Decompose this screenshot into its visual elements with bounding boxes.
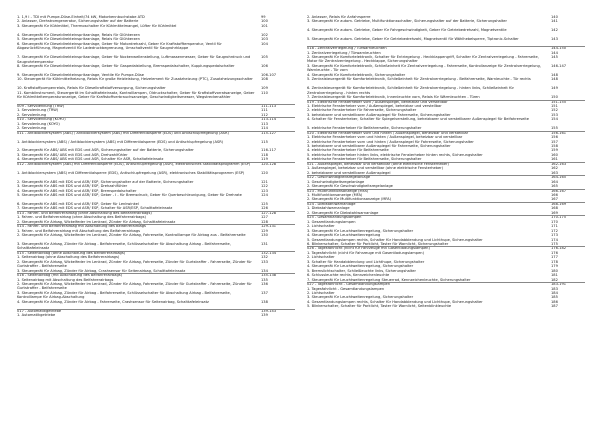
toc-entry[interactable] xyxy=(17,193,295,202)
toc-page-number: 182 xyxy=(551,277,558,282)
toc-page-number: 118 xyxy=(261,152,268,157)
toc-entry[interactable] xyxy=(307,117,585,126)
toc-entry-title: 2. Lichtschalter xyxy=(307,255,335,260)
toc-entry-title: 3. Steuergerät für Komfortelektronik, Schließeinheit für Zentralverriegelung - Fahrerseite, Kontrollanzeige für Zentralverriegelung, Warnleuchte - Tür vorn xyxy=(307,63,541,73)
toc-page-number: 170-175 xyxy=(551,215,567,220)
toc-page-number: 165 xyxy=(551,184,558,189)
toc-entry-title: 3. Steuergerät für Airbag, Zünder für Airbag - Beifahrerseite, Schlüsselschalter für Abschaltung Airbag - Beifahrerseite, Schalttafeleinsatz xyxy=(17,241,231,251)
toc-page-number: 180 xyxy=(551,268,558,273)
toc-entry-title: 7. Steuergerät für Dieseldirekteinspritzanlage, Geber für Nockenwellenstellung, Luftmassenmesser, Geber für Saugrohrdruck und Saugrohrtemperatur xyxy=(17,55,251,64)
toc-page-number: 102 xyxy=(261,32,268,37)
toc-page-number: 111 xyxy=(261,108,268,113)
toc-page-number: 141 xyxy=(551,19,558,24)
toc-entry[interactable] xyxy=(17,55,295,64)
toc-page-number: 127 xyxy=(261,215,268,220)
toc-entry-title: 010 - Servolenkung (KOYO) xyxy=(17,117,66,122)
toc-entry-title: 1. Tagesfahrlicht - Gesamtlandungslampen xyxy=(307,286,385,291)
toc-entry-title: 2. Steuergerät für Diebstahlwarnanlage xyxy=(307,210,379,215)
toc-page-number: 134 xyxy=(261,268,268,273)
toc-page-number: 178 xyxy=(551,259,558,264)
toc-page-number: 135-138 xyxy=(261,273,277,278)
table-of-contents-page xyxy=(17,15,587,415)
toc-entry-title: 1. Fahrer- und Beifahrerairbag mit Abschaltung des Beifahrerairbags xyxy=(17,228,140,233)
toc-page-number: 121 xyxy=(261,179,268,184)
toc-page-number: 130 xyxy=(261,233,268,238)
toc-entry[interactable] xyxy=(307,77,585,86)
toc-page-number: 183 xyxy=(551,286,558,291)
toc-entry-title: 2. elektrische Fensterheber für Fahrerseite, Sicherungshalter xyxy=(307,108,417,113)
toc-entry[interactable] xyxy=(17,313,295,317)
toc-page-number: 133 xyxy=(261,259,268,264)
toc-page-number: 139 xyxy=(261,313,268,318)
toc-entry-title: 2. Steuergerät für Airbag, Wickelfeder im Lenkrad, Zünder für Airbag, Fahrerseite, Zünder für Gurtstraffer - Fahrerseite, Zünder für Gurtstraffer - Beifahrerseite xyxy=(17,281,252,291)
toc-entry[interactable] xyxy=(17,171,295,180)
toc-entry-title: 10. Kraftstoffpumpenrelais, Relais für Dieselkraftstoffversorgung, Sicherungshalter xyxy=(17,86,166,91)
toc-entry-title: 4. Steuergerät für Airbag, Zünder für Airbag - Fahrerseite, Crashsensor für Seitenairbag, Schalttafeleinsatz xyxy=(17,299,209,304)
toc-page-number: 120-128 xyxy=(261,161,277,166)
toc-entry-title: 1. Servolenkung (TRW) xyxy=(17,108,59,113)
toc-page-number: 132 xyxy=(261,255,268,260)
toc-entry-title: 1. Seitenairbag mit Abschaltung des Beifahrerairbags xyxy=(17,277,114,282)
toc-page-number: 152 xyxy=(551,108,558,113)
toc-page-number: 106 xyxy=(261,63,268,68)
toc-page-number: 132-134 xyxy=(261,250,277,255)
toc-entry[interactable] xyxy=(17,260,295,269)
toc-page-number: 173 xyxy=(551,233,558,238)
toc-entry-title: 1. Multifunktionsanzeige (MFA) xyxy=(307,193,363,197)
toc-page-number: 115-127 xyxy=(261,130,277,135)
toc-column-left xyxy=(17,15,295,318)
toc-entry-title: 3. beheizbarer und verstellbarer Außenspiegel für Fahrerseite, Sicherungshalter xyxy=(307,112,451,117)
toc-page-number: 137 xyxy=(261,290,268,295)
toc-page-number: 120 xyxy=(261,170,268,175)
toc-entry-title: 2. Steuergerät für Komfortelektronik, Schalter für Entriegelung - Heckklappengriff, Schalter für Zentralverriegelung - Fahrerseite, Motor für Zentralverriegelung - Heckklappe, Sicherungshalter xyxy=(307,55,539,64)
toc-page-number: 187 xyxy=(551,304,558,309)
toc-page-number: 144 xyxy=(551,50,558,55)
toc-entry[interactable] xyxy=(17,91,295,104)
toc-entry-title: 018 - Zentralverriegelung / Türwarnleuchten xyxy=(307,46,387,51)
toc-entry-title: 5. elektrische Fensterheber hinten links, elektrische Fensterheber hinten rechts, Sicherungshalter xyxy=(307,152,483,157)
toc-page-number: 129-131 xyxy=(261,224,277,229)
toc-page-number: 148 xyxy=(551,72,558,77)
toc-page-number: 177 xyxy=(551,255,558,260)
toc-entry-title: 2. Steuergerät für Airbag, Wickelfeder im Lenkrad, Zünder für Airbag, Schalttafeleinsatz xyxy=(17,219,176,224)
toc-page-number: 149 xyxy=(551,86,558,91)
toc-entry-title: 1. Tagesfahrlicht (nicht für Fahrzeuge mit Gasentladungslampen) xyxy=(307,250,424,255)
toc-entry-title: 2. Lichtschalter xyxy=(307,290,335,295)
toc-entry[interactable] xyxy=(17,64,295,73)
toc-page-number: 124 xyxy=(261,192,268,197)
toc-column-right xyxy=(307,15,585,309)
toc-entry-title: 4. Steuergerät für ABS mit EDS und ASR/ ESP, Bremspedalschalter xyxy=(17,188,137,193)
toc-entry[interactable] xyxy=(17,242,295,251)
toc-page-number: 105 xyxy=(261,55,268,60)
toc-entry-title: 2. Anlasser, Relais für Anfahrsperre xyxy=(307,15,371,19)
toc-page-number: 174 xyxy=(551,237,558,242)
toc-entry[interactable] xyxy=(307,55,585,64)
toc-entry-title: 024 - Diebstahlwarnanlage xyxy=(307,201,356,206)
toc-page-number: 100 xyxy=(261,19,268,24)
toc-entry-title: 3. Steuergerät für Leuchtweitenregelung, Sicherungshalter xyxy=(307,228,414,233)
toc-page-number: 145 xyxy=(551,55,558,60)
toc-entry-title: 4. Steuergerät für Leuchtweitenregelung xyxy=(307,233,381,238)
toc-page-number: 157 xyxy=(551,139,558,144)
toc-page-number: 110 xyxy=(261,90,268,95)
toc-page-number: 169 xyxy=(551,210,558,215)
toc-entry-title: 3. beheizbarer und verstellbarer Außenspiegel für Fahrerseite, Sicherungshalter xyxy=(307,144,451,149)
toc-entry[interactable] xyxy=(307,19,585,28)
toc-entry-title: 012 - Antiblockiersystem (ABS) mit Differentialsperre (EDS), Antischlupfregelung (ASR), elektronisches Stabilitätsprogramm (ESP) xyxy=(17,161,251,166)
toc-entry[interactable] xyxy=(17,42,295,55)
toc-entry-title: 10. Steuergerät für Kühlmittelheizung, Relais für große Heizleistung, Heizelement für Zusatzheizung (PTC), Zusatzheizungsschalter xyxy=(17,77,253,82)
toc-entry[interactable] xyxy=(17,233,295,242)
toc-entry[interactable] xyxy=(17,300,295,309)
toc-entry-title: 11. Kombiinstrument, Steuergerät im Schalttafeleinsatz, Kontrolllampen, Öldruckschalter, Geber für Kraftstoffvorratsanzeige, Geber für Kühlmitteltemperaturanzeige, Geber für Kraftstoffverbrauchsanzeige, Geschwindigkeitsmesser, Wegstreckenzähler xyxy=(17,90,255,100)
toc-entry-title: 3. Steuergerät für ABS mit EDS und ASR/ ESP, Drehzahlfühler xyxy=(17,184,128,189)
toc-entry-title: 5. Steuergerät für ABS mit EDS und ASR/ ESP, Geber - I - für Bremsdruck, Geber für Querbeschleunigung, Geber für Drehrate xyxy=(17,192,242,197)
toc-entry-title: 015 - Seitenairbag (ohne Abschaltung des Beifahrerairbags) xyxy=(17,250,126,255)
toc-section-heading[interactable] xyxy=(17,162,295,171)
toc-page-number: 166 xyxy=(551,193,558,197)
toc-page-number: 151 xyxy=(551,103,558,108)
toc-page-number: 129 xyxy=(261,228,268,233)
toc-page-number: 164-165 xyxy=(551,175,567,180)
toc-entry-title: 4. Steuergerät für Leuchtweitenregelung, Sicherungshalter xyxy=(307,264,414,269)
toc-entry-title: 7. Steuergerät für Leuchtweitenregelung Steuerrad, Kennzeichenleuchte, Sicherungshalter xyxy=(307,277,471,282)
toc-section-heading[interactable] xyxy=(17,131,295,140)
toc-page-number: 172 xyxy=(551,228,558,233)
toc-page-number: 119 xyxy=(261,157,268,162)
toc-page-number: 135 xyxy=(261,277,268,282)
toc-entry[interactable] xyxy=(307,64,585,73)
toc-page-number: 140 xyxy=(551,15,558,19)
toc-entry-title: 4. elektrische Fensterheber für Beifahrerseite xyxy=(307,148,389,153)
toc-entry-title: 1. Antiblockiersystem (ABS) / Antiblockiersystem (ABS) mit Differentialsperre (EDS) und Antischlupfregelung (ASR) xyxy=(17,139,224,144)
toc-page-number: 103 xyxy=(261,37,268,42)
toc-page-number: 115 xyxy=(261,139,268,144)
toc-page-number: 113 xyxy=(261,121,268,126)
toc-entry[interactable] xyxy=(17,24,295,33)
toc-entry[interactable] xyxy=(307,304,585,308)
toc-entry-title: 1. Zentralverriegelung / Türwarnleuchten xyxy=(307,50,381,55)
toc-page-number: 168-169 xyxy=(551,201,567,206)
toc-entry-title: 5. Blinkerschalter, Schalter für Parklicht, Taster für Warnlicht, Seitenblinkleuchte xyxy=(307,304,452,309)
toc-page-number: 175 xyxy=(551,241,558,246)
toc-entry-title: 2. Steuergerät für Airbag, Wickelfeder im Lenkrad, Zünder für Airbag, Fahrerseite, Kontrolllampe für Airbag aus - Beifahrerseite xyxy=(17,233,246,238)
toc-entry-title: 7. Zentralsteuergerät für Komfortelektronik, Innenleuchte vorn, Relais für Wärmleuchten - Türen xyxy=(307,95,480,100)
toc-entry-title: 1. Außenspiegel, beheizbar und verstellbar (ohne elektrische Fensterheber) xyxy=(307,166,444,171)
toc-page-number: 151-155 xyxy=(551,99,567,104)
toc-page-number: 162-163 xyxy=(551,161,567,166)
toc-entry-title: 2. Servolenkung xyxy=(17,112,47,117)
toc-entry-title: 6. Blinkerschalter, Schalter für Parklicht, Taster für Warnlicht, Sicherungshalter xyxy=(307,241,449,246)
toc-entry-title: 2. Steuergerät für Airbag, Wickelfeder im Lenkrad, Zünder für Airbag, Fahrerseite, Zünder für Gurtstraffer - Fahrerseite, Zünder für Gurtstraffer - Beifahrerseite xyxy=(17,259,252,269)
toc-entry-title: 1. 1,9 l - TDI mit Pumpe-Düse-Einheit/74 kW, Motorkennbuchstabe ATD xyxy=(17,15,145,19)
toc-entry-title: 025 - Gesamtlandungslampen xyxy=(307,215,362,220)
toc-entry-title: 2. Steuergerät für ABS/ ABS mit EDS und ASR, Sicherungshalter auf der Batterie, Sicherungshalter xyxy=(17,148,194,153)
toc-page-number: 186 xyxy=(551,299,558,304)
toc-page-number: 99 xyxy=(261,15,266,19)
toc-entry[interactable] xyxy=(307,28,585,37)
toc-page-number: 185 xyxy=(551,295,558,300)
toc-page-number: 116-117 xyxy=(261,148,277,153)
toc-entry-title: 6. Steuergerät für ABS mit EDS und ASR/ ESP, Geber für Lenkwinkel xyxy=(17,201,139,206)
toc-entry-title: 1. Elektrische Fensterheber vorn und hinten / Außenspiegel, beheizbar und verstellbar xyxy=(307,135,463,140)
toc-entry[interactable] xyxy=(307,37,585,46)
toc-entry-title: 1. Gesamtlandungslampen xyxy=(307,219,356,224)
toc-entry[interactable] xyxy=(17,77,295,86)
toc-entry-title: 016 - Seitenairbag (mit Abschaltung des Beifahrerairbags) xyxy=(17,273,123,278)
toc-entry-title: 3. Steuergerät für ABS/ ABS mit EDS und ASR, Drehzahlfühler xyxy=(17,152,128,157)
toc-entry-title: 5. Zentralsteuergerät für Komfortelektronik, Schließeinheit für Zentralverriegelung - Beifahrerseite, Warnleuchte - Tür rechts xyxy=(307,77,531,82)
toc-entry-title: 1. Seitenairbag (ohne Abschaltung des Beifahrerairbags) xyxy=(17,255,120,260)
toc-entry-title: 1. Antiblockiersystem (ABS) mit Differentialsperre (EDS), Antischlupfregelung (ASR), elektronisches Stabilitätsprogramm (ESP) xyxy=(17,170,245,175)
toc-entry-title: 6. elektrische Fensterheber für Beifahrerseite, Sicherungshalter xyxy=(307,157,422,162)
toc-page-number: 176-182 xyxy=(551,246,567,251)
toc-entry-title: 014 - Fahrer- und Beifahrerairbag mit Abschaltung des Beifahrerairbags xyxy=(17,224,146,229)
toc-entry-title: 5. Gesamtlandungslampen rechts, Schalter für Handabblendung und Lichthupe, Sicherungshalter xyxy=(307,237,483,242)
toc-entry-title: 2. Servolenkung xyxy=(17,126,47,131)
toc-entry-title: 6. Steuergerät für Dieseldirekteinspritzanlage, Geber für Motordrehzahl, Geber für Kraftstofftemperatur, Ventil für Abgasrückführung, Magnetventil für Ladedruckbegrenzung, Umschaltventil für Saugrohrklappe xyxy=(17,41,222,51)
toc-entry-title: 2. Steuergerät für ABS mit EDS und ASR/ ESP, Sicherungshalter auf der Batterie, Sicherungshalter xyxy=(17,179,194,184)
toc-page-number: 142 xyxy=(551,28,558,33)
toc-page-number: 125 xyxy=(261,201,268,206)
toc-entry-title: 1. Servolenkung (KOYO) xyxy=(17,121,60,126)
toc-page-number: 138 xyxy=(261,299,268,304)
toc-page-number: 139-143 xyxy=(261,308,277,313)
toc-entry-title: 3. Schalter für Handabblendung und Lichthupe, Sicherungshalter xyxy=(307,259,425,264)
toc-entry-title: 2. Lichtschalter xyxy=(307,224,335,229)
toc-page-number: 163 xyxy=(551,170,558,175)
toc-page-number: 184 xyxy=(551,290,558,295)
toc-page-number: 168 xyxy=(551,206,558,211)
toc-page-number: 150 xyxy=(551,95,558,100)
toc-page-number: 164 xyxy=(551,179,558,184)
toc-page-number: 131 xyxy=(261,241,268,246)
toc-entry-title: 2. Steuergerät für Multifunktionsanzeige (MFA) xyxy=(307,197,392,202)
toc-page-number: 170 xyxy=(551,219,558,224)
toc-page-number: 106-107 xyxy=(261,72,277,77)
toc-entry-title: 1. Geschwindigkeitsregelanlage xyxy=(307,179,365,184)
toc-entry[interactable] xyxy=(17,140,295,149)
toc-entry-title: 8. Steuergerät für Dieseldirekteinspritzanlage, Geber für Gaspedalstellung, Bremspedalschalter, Kupplungspedalschalter xyxy=(17,63,235,68)
toc-entry-title: 4. Steuergerät für Komfortelektronik, Sicherungshalter xyxy=(307,72,406,77)
toc-entry-title: 5. Steuergerät für Dieseldirekteinspritzanlage, Relais für Glühkerzen xyxy=(17,37,140,42)
toc-page-number: 109 xyxy=(261,86,268,91)
toc-entry-title: 027 - Tagesfahrlicht - Gesamtlandungslampen xyxy=(307,282,390,287)
toc-entry-title: 4. Steuergerät für Dieseldirekteinspritzanlage, Relais für Glühkerzen xyxy=(17,32,140,37)
toc-entry-title: 4. Steuergerät für ABS/ ABS mit EDS und ASR, Schalter für ASR, Schaltafeleinsatz xyxy=(17,157,164,162)
toc-page-number: 156-161 xyxy=(551,130,567,135)
toc-page-number: 104 xyxy=(261,41,268,46)
toc-page-number: 113-114 xyxy=(261,117,277,122)
toc-entry-title: 020 - Elektrische Fensterheber vorn und hinten / Außenspiegel, beheizbar und verstellbar xyxy=(307,130,469,135)
toc-entry-title: 022 - Geschwindigkeitsregelanlage xyxy=(307,175,371,180)
toc-entry[interactable] xyxy=(307,86,585,95)
toc-entry-title: 3. Steuergerät für Kühlmittel, Thermoschalter für Kühlmittelmangel, Lüfter für Kühlmittel xyxy=(17,23,177,28)
toc-page-number: 148 xyxy=(551,77,558,82)
toc-entry-title: 023 - Multifunktionsanzeige (MFA) xyxy=(307,188,369,193)
toc-entry-title: 1. Elektrische Fensterheber vorn / Außenspiegel, beheizbar und verstellbar xyxy=(307,103,442,108)
toc-entry-title: 6. Schlussleuchte rechts, Kennzeichenleuchte xyxy=(307,273,390,278)
toc-entry-title: 026 - Tagesfahrlicht (nicht für Fahrzeuge mit Gasentladungslampen) xyxy=(307,246,430,251)
toc-entry-title: 4. Steuergerät für autom. Getriebe, Geber für Fahrgeschwindigkeit, Geber für Getriebedrehzahl, Magnetventile xyxy=(307,28,507,33)
toc-page-number: 108 xyxy=(261,77,268,82)
toc-entry-title: 3. Steuergerät für Leuchtweitenregelung, Sicherungshalter xyxy=(307,295,414,300)
toc-page-number: 181 xyxy=(551,273,558,278)
toc-page-number: 146-147 xyxy=(551,63,567,68)
toc-page-number: 166-167 xyxy=(551,188,567,193)
toc-page-number: 183-191 xyxy=(551,282,567,287)
toc-entry-title: 2. Anlasser, Drehstromgenerator, Sicherungshalter auf der Batterie xyxy=(17,19,139,24)
toc-page-number: 171 xyxy=(551,224,558,229)
toc-page-number: 123 xyxy=(261,188,268,193)
toc-page-number: 162 xyxy=(551,166,558,171)
toc-page-number: 122 xyxy=(261,184,268,189)
toc-page-number: 143 xyxy=(551,37,558,42)
toc-entry-title: 9. Steuergerät für Dieseldirekteinspritzanlage, Ventile für Pumpe-Düse xyxy=(17,72,144,77)
toc-entry-title: 4. Schalter für Fensterheber, Schalter für Spiegelverstellung, beheizbarer und verstellbarer Außenspiegel für Beifahrerseite xyxy=(307,117,529,122)
toc-page-number: 127-128 xyxy=(261,210,277,215)
toc-page-number: 144-150 xyxy=(551,46,567,51)
toc-entry-title: 5. elektrische Fensterheber für Beifahrerseite, Sicherungshalter xyxy=(307,126,422,131)
toc-page-number: 154 xyxy=(551,117,558,122)
toc-page-number: 155 xyxy=(551,126,558,131)
toc-page-number: 112 xyxy=(261,112,268,117)
toc-page-number: 111-113 xyxy=(261,103,277,108)
toc-entry-title: 2. Steuergerät für Geschwindigkeitsregelanlage xyxy=(307,184,393,189)
toc-page-number: 156 xyxy=(551,135,558,140)
toc-entry[interactable] xyxy=(17,282,295,291)
toc-page-number: 161 xyxy=(551,157,558,162)
toc-entry-title: 4. Gesamtlandungslampen rechts, Schalter für Handabblendung und Lichthupe, Sicherungshalter xyxy=(307,299,483,304)
toc-entry-title: 021 - Außenspiegel, beheizbar und verstellbar (ohne elektrische Fensterheber) xyxy=(307,161,449,166)
toc-entry[interactable] xyxy=(17,291,295,300)
toc-entry-title: 009 - Servolenkung (TRW) xyxy=(17,103,65,108)
toc-page-number: 159 xyxy=(551,148,558,153)
toc-entry-title: 1. Diebstahlwarnanlage xyxy=(307,206,350,211)
toc-entry-title: 3. Steuergerät für autom. Getriebe, Multifunktionsschalter, Sicherungshalter auf der Batterie, Sicherungshalter xyxy=(307,19,507,24)
toc-page-number: 167 xyxy=(551,197,558,202)
toc-page-number: 126 xyxy=(261,206,268,211)
toc-page-number: 128 xyxy=(261,219,268,224)
toc-entry-title: 019 - Elektrische Fensterheber vorn / Außenspiegel, beheizbar und verstellbar xyxy=(307,99,448,104)
toc-entry-title: 1. Fahrer- und Beifahrerairbag (ohne Abschaltung des Beifahrerairbags) xyxy=(17,215,146,220)
toc-page-number: 179 xyxy=(551,264,558,269)
toc-entry-title: 5. Bremslichtschalter, Schließleuchte links, Sicherungshalter xyxy=(307,268,416,273)
toc-entry-title: 1. Automatikgetriebe xyxy=(17,313,56,318)
toc-entry-title: 2. elektrische Fensterheber vorn und hinten / Außenspiegel für Fahrerseite, Sicherungshalter xyxy=(307,139,474,144)
toc-entry-title: 3. Steuergerät für Airbag, Zünder für Airbag, Crashsensor für Seitenairbag, Schalttafeleinsatz xyxy=(17,268,186,273)
toc-page-number: 101 xyxy=(261,23,268,28)
toc-entry-title: 7. Steuergerät für ABS mit EDS und ASR/ ESP, Schalter für ASR/ESP, Schalttafeleinsatz xyxy=(17,206,173,211)
toc-entry-title: 5. Steuergerät für autom. Getriebe, Geber für Getriebedrehzahl, Magnetventil für Wählhebelsperre, Tiptronic-Schalter xyxy=(307,37,519,42)
toc-page-number: 136 xyxy=(261,281,268,286)
toc-entry-title: 3. Steuergerät für Airbag, Zünder für Airbag - Beifahrerseite, Schlüsselschalter für Abschaltung Airbag - Beifahrerseite, Kontrolllampe für Airbag-Abschaltung xyxy=(17,290,231,300)
toc-entry-title: 013 - Fahrer- und Beifahrerairbag (ohne Abschaltung des Beifahrerairbags) xyxy=(17,210,152,215)
toc-entry-title: 011 - Antiblockiersystem (ABS) / Antiblockiersystem (ABS) mit Differentialsperre (EDS) und Antischlupfregelung (ASR) xyxy=(17,130,229,135)
toc-page-number: 158 xyxy=(551,144,558,149)
toc-page-number: 114 xyxy=(261,126,268,131)
toc-entry-title: 2. beheizbarer und verstellbarer Außenspiegel xyxy=(307,170,391,175)
toc-entry-title: 017 - Automatikgetriebe xyxy=(17,308,62,313)
toc-page-number: 153 xyxy=(551,112,558,117)
toc-entry-title: 6. Zentralsteuergerät für Komfortelektronik, Schließeinheit für Zentralverriegelung - hinten links, Schließeinheit für Zentralverriegelung - hinten rechts xyxy=(307,86,515,95)
toc-page-number: 176 xyxy=(551,250,558,255)
toc-page-number: 160 xyxy=(551,152,558,157)
